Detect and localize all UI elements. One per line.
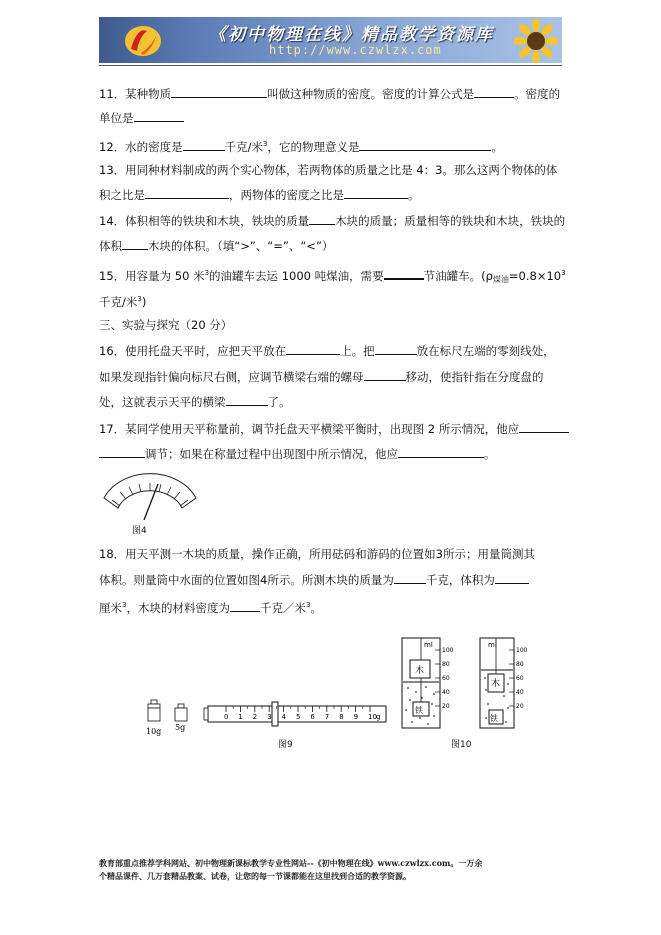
cylinder-tick-label: 100 [516,647,528,654]
sunflower-icon [514,19,558,63]
question-11-cont: 单位是 [99,110,184,126]
answer-blank[interactable] [309,213,335,225]
question-16: 16．使用托盘天平时，应把天平放在 上。把 放在标尺左端的零刻线处， [99,344,555,358]
scale-unit: g [376,713,381,721]
answer-blank[interactable] [99,446,145,458]
section-heading: 三、实验与探究（20 分） [99,318,233,332]
scale-tick-label: 5 [296,713,301,721]
answer-blank[interactable] [394,572,426,584]
banner-title: 《初中物理在线》精品教学资源库 [209,25,494,45]
cylinder-tick-label: 20 [516,703,524,710]
answer-blank[interactable] [359,139,491,151]
scale-tick-label: 7 [324,713,330,721]
answer-blank[interactable] [375,343,417,355]
answer-blank[interactable] [519,421,569,433]
answer-blank[interactable] [398,446,484,458]
answer-blank[interactable] [134,110,184,122]
figure-4-dial [100,470,200,522]
banner-url[interactable]: http://www.czwlzx.com [269,43,442,57]
pointer-needle [144,484,158,520]
scale-tick-label: 2 [252,713,258,721]
scale-tick-label: 6 [310,713,315,721]
unit-label-2: ml [488,641,497,649]
question-14-cont: 体积 木块的体积。（填“>”、“=”、“<”） [99,239,334,253]
scale-tick-label: 4 [281,713,287,721]
question-11: 11．某种物质 叫做这种物质的密度。密度的计算公式是 。密度的 [99,87,561,101]
answer-blank[interactable] [364,369,406,381]
scale-tick-label: 8 [339,713,344,721]
scale-tick-label: 3 [267,713,272,721]
cylinder-tick-label: 80 [442,661,450,668]
answer-blank[interactable] [183,139,225,151]
iron-label-2: 铁 [490,714,498,723]
question-18-cont: 体积。则量筒中水面的位置如图4所示。所测木块的质量为 千克，体积为 [99,572,529,588]
answer-blank[interactable] [145,187,229,199]
iron-label-1: 铁 [415,706,423,715]
question-17: 17．某同学使用天平称量前，调节托盘天平横梁平衡时，出现图 2 所示情况，他应 [99,421,569,437]
weight-5g-icon [175,704,187,721]
weight-10g-icon [148,700,160,721]
answer-blank[interactable] [230,600,260,612]
figure-10-caption: 图10 [451,740,472,750]
scale-tick-label: 1 [238,713,243,721]
figure-4-caption: 图4 [132,526,147,536]
cylinder-tick-label: 60 [442,675,450,682]
site-logo-icon [123,23,163,59]
question-13-cont: 积之比是 ，两物体的密度之比是 。 [99,188,420,202]
figure-9-caption: 图9 [278,740,293,750]
answer-blank[interactable] [344,187,408,199]
unit-label-1: ml [424,641,433,649]
question-14: 14．体积相等的铁块和木块，铁块的质量 木块的质量；质量相等的铁块和木块，铁块的 [99,214,566,228]
answer-blank[interactable] [171,86,267,98]
question-18-cont2: 厘米$^3$，木块的材料密度为 千克／米$^3$。 [99,601,322,615]
scale-tick-label: 10 [368,713,377,721]
cylinder-tick-label: 80 [516,661,524,668]
cylinder-tick-label: 40 [442,689,450,696]
figure-9-scale [140,698,390,738]
wood-label-2: 木 [491,679,501,689]
answer-blank[interactable] [286,343,340,355]
cylinder-tick-label: 40 [516,689,524,696]
question-18: 18．用天平测一木块的质量，操作正确，所用砝码和游码的位置如3所示；用量筒测其 [99,547,535,561]
question-12: 12．水的密度是 千克/米$^3$，它的物理意义是 。 [99,140,503,154]
page-footer [99,857,569,883]
question-13: 13．用同种材料制成的两个实心物体，若两物体的质量之比是 4：3。那么这两个物体的体 [99,163,558,177]
rider [272,702,278,726]
cylinder-tick-label: 60 [516,675,524,682]
scale-tick-label: 9 [353,713,359,721]
scale-tick-label: 0 [224,713,229,721]
question-15-cont: 千克/米$^3$) [99,295,147,309]
footer-line-2: 个精品课件、几万套精品教案、试卷，让您的每一节课都能在这里找到合适的教学资源。 [99,871,411,881]
question-16-cont: 如果发现指针偏向标尺右侧，应调节横梁右端的螺母 移动，使指针指在分度盘的 [99,370,544,384]
wood-label-1: 木 [415,666,425,676]
weight-10g-label: 10g [146,727,162,736]
cylinder-tick-label: 20 [442,703,450,710]
answer-blank[interactable] [474,86,514,98]
answer-blank[interactable] [384,268,424,280]
cylinder-tick-label: 100 [442,647,454,654]
question-16-cont2: 处，这就表示天平的横梁 了。 [99,395,291,409]
weight-5g-label: 5g [175,723,186,732]
answer-blank[interactable] [495,572,529,584]
header-divider [99,65,562,66]
footer-line-1: 教育部重点推荐学科网站、初中物理新课标教学专业性网站--《初中物理在线》www.czwlzx.com。一万余 [99,858,483,868]
question-15: 15．用容量为 50 米$^3$的油罐车去运 1000 吨煤油，需要 节油罐车。($\rho_{煤油}=0.8\times 10^3$ [99,269,566,284]
header-banner [99,17,562,63]
answer-blank[interactable] [122,238,148,250]
question-17-cont: 调节；如果在称量过程中出现图中所示情况，他应 。 [99,446,496,462]
figure-10-cylinders [390,634,530,734]
answer-blank[interactable] [226,394,268,406]
